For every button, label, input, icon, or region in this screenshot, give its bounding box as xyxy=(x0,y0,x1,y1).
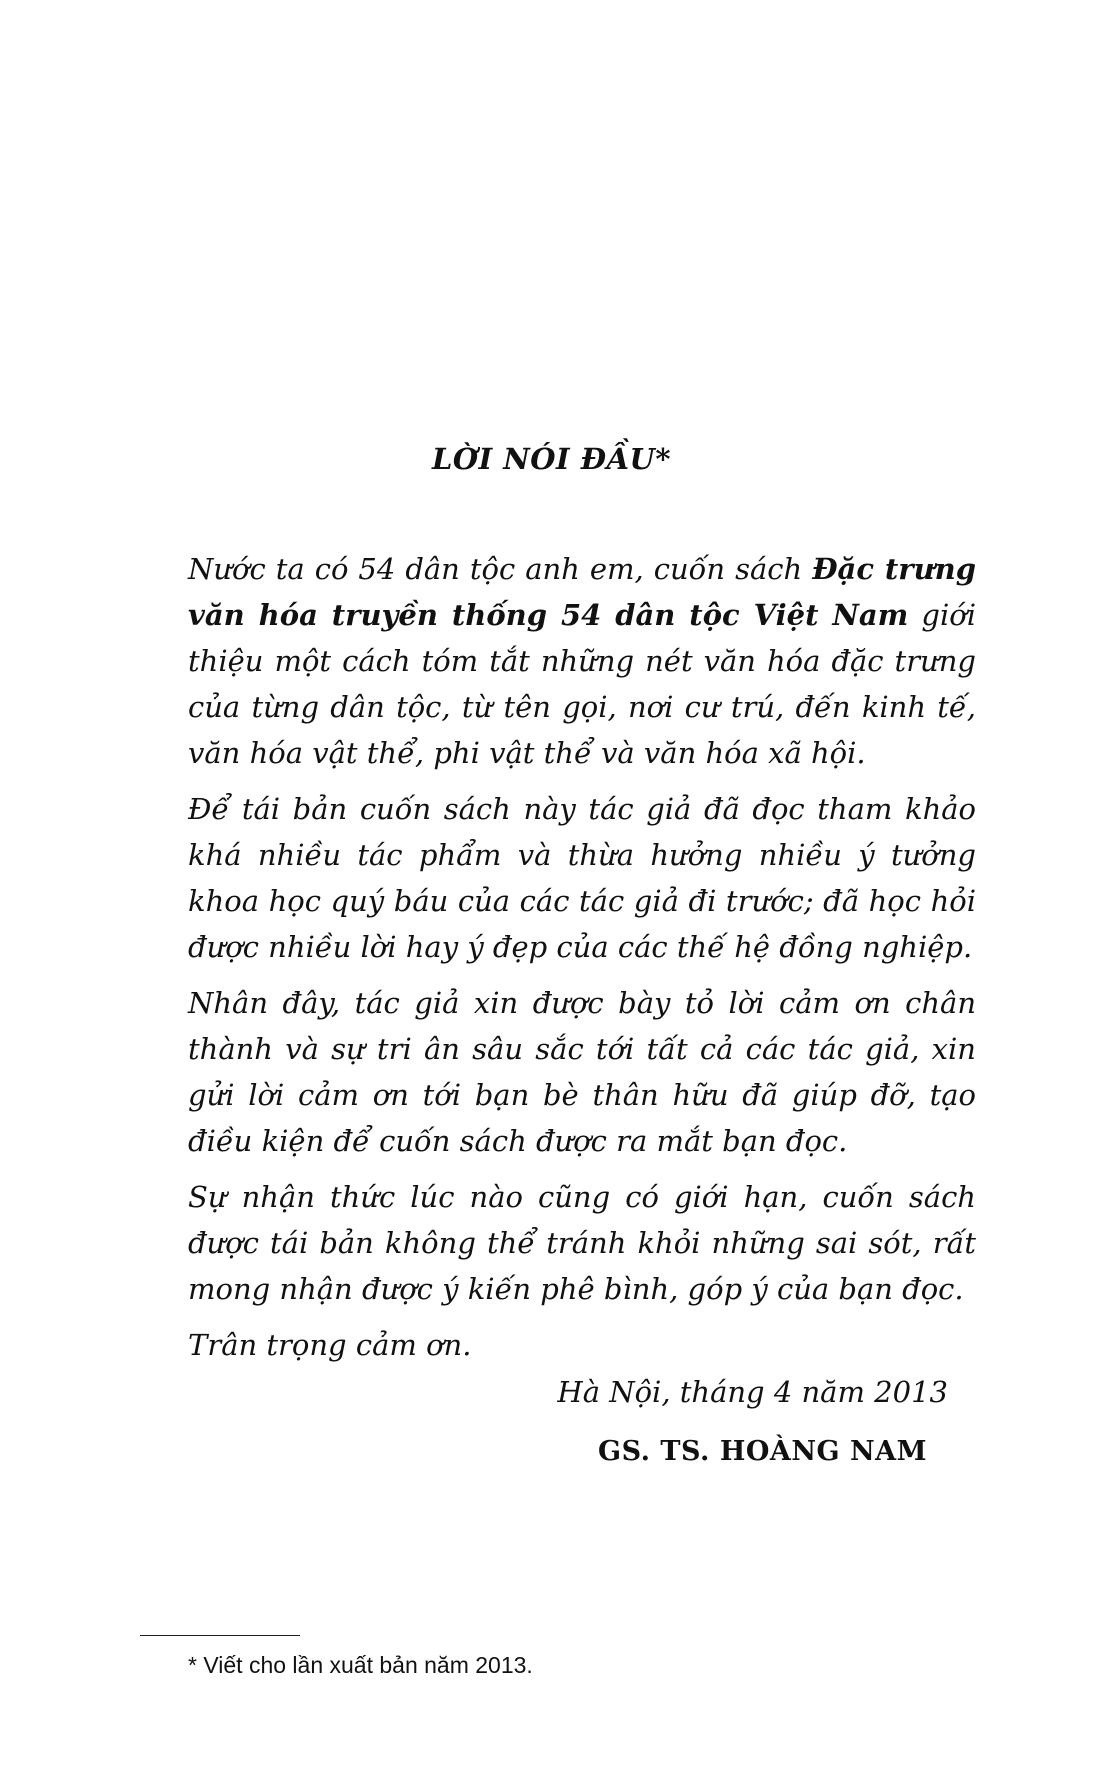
preface-body xyxy=(188,546,976,1378)
footnote-divider xyxy=(140,1635,300,1636)
paragraph-1 xyxy=(188,546,976,776)
paragraph-1-post: giới thiệu một cách tóm tắt những nét văn hóa đặc trưng của từng dân tộc, từ tên gọi, nơi cư trú, đến kinh tế, văn hóa vật thể, phi vật thể và văn hóa xã hội. xyxy=(188,598,976,770)
footnote: * Viết cho lần xuất bản năm 2013. xyxy=(188,1652,533,1678)
paragraph-4: Sự nhận thức lúc nào cũng có giới hạn, cuốn sách được tái bản không thể tránh khỏi những sai sót, rất mong nhận được ý kiến phê bình, góp ý của bạn đọc. xyxy=(188,1180,976,1306)
book-title-bold: Đặc trưng văn hóa truyền thống 54 dân tộc Việt Nam xyxy=(188,552,977,632)
author-name: GS. TS. HOÀNG NAM xyxy=(598,1436,927,1467)
paragraph-5: Trân trọng cảm ơn. xyxy=(188,1328,472,1362)
page-title: LỜI NÓI ĐẦU* xyxy=(431,442,672,476)
paragraph-1-pre: Nước ta có 54 dân tộc anh em, cuốn sách xyxy=(188,552,813,586)
paragraph-2: Để tái bản cuốn sách này tác giả đã đọc tham khảo khá nhiều tác phẩm và thừa hưởng nhiều ý tưởng khoa học quý báu của các tác giả đi trước; đã học hỏi được nhiều lời hay ý đẹp của các thế hệ đồng nghiệp. xyxy=(188,792,976,964)
place-date: Hà Nội, tháng 4 năm 2013 xyxy=(557,1375,948,1409)
paragraph-3: Nhân đây, tác giả xin được bày tỏ lời cảm ơn chân thành và sự tri ân sâu sắc tới tất cả các tác giả, xin gửi lời cảm ơn tới bạn bè thân hữu đã giúp đỡ, tạo điều kiện để cuốn sách được ra mắt bạn đọc. xyxy=(188,986,976,1158)
